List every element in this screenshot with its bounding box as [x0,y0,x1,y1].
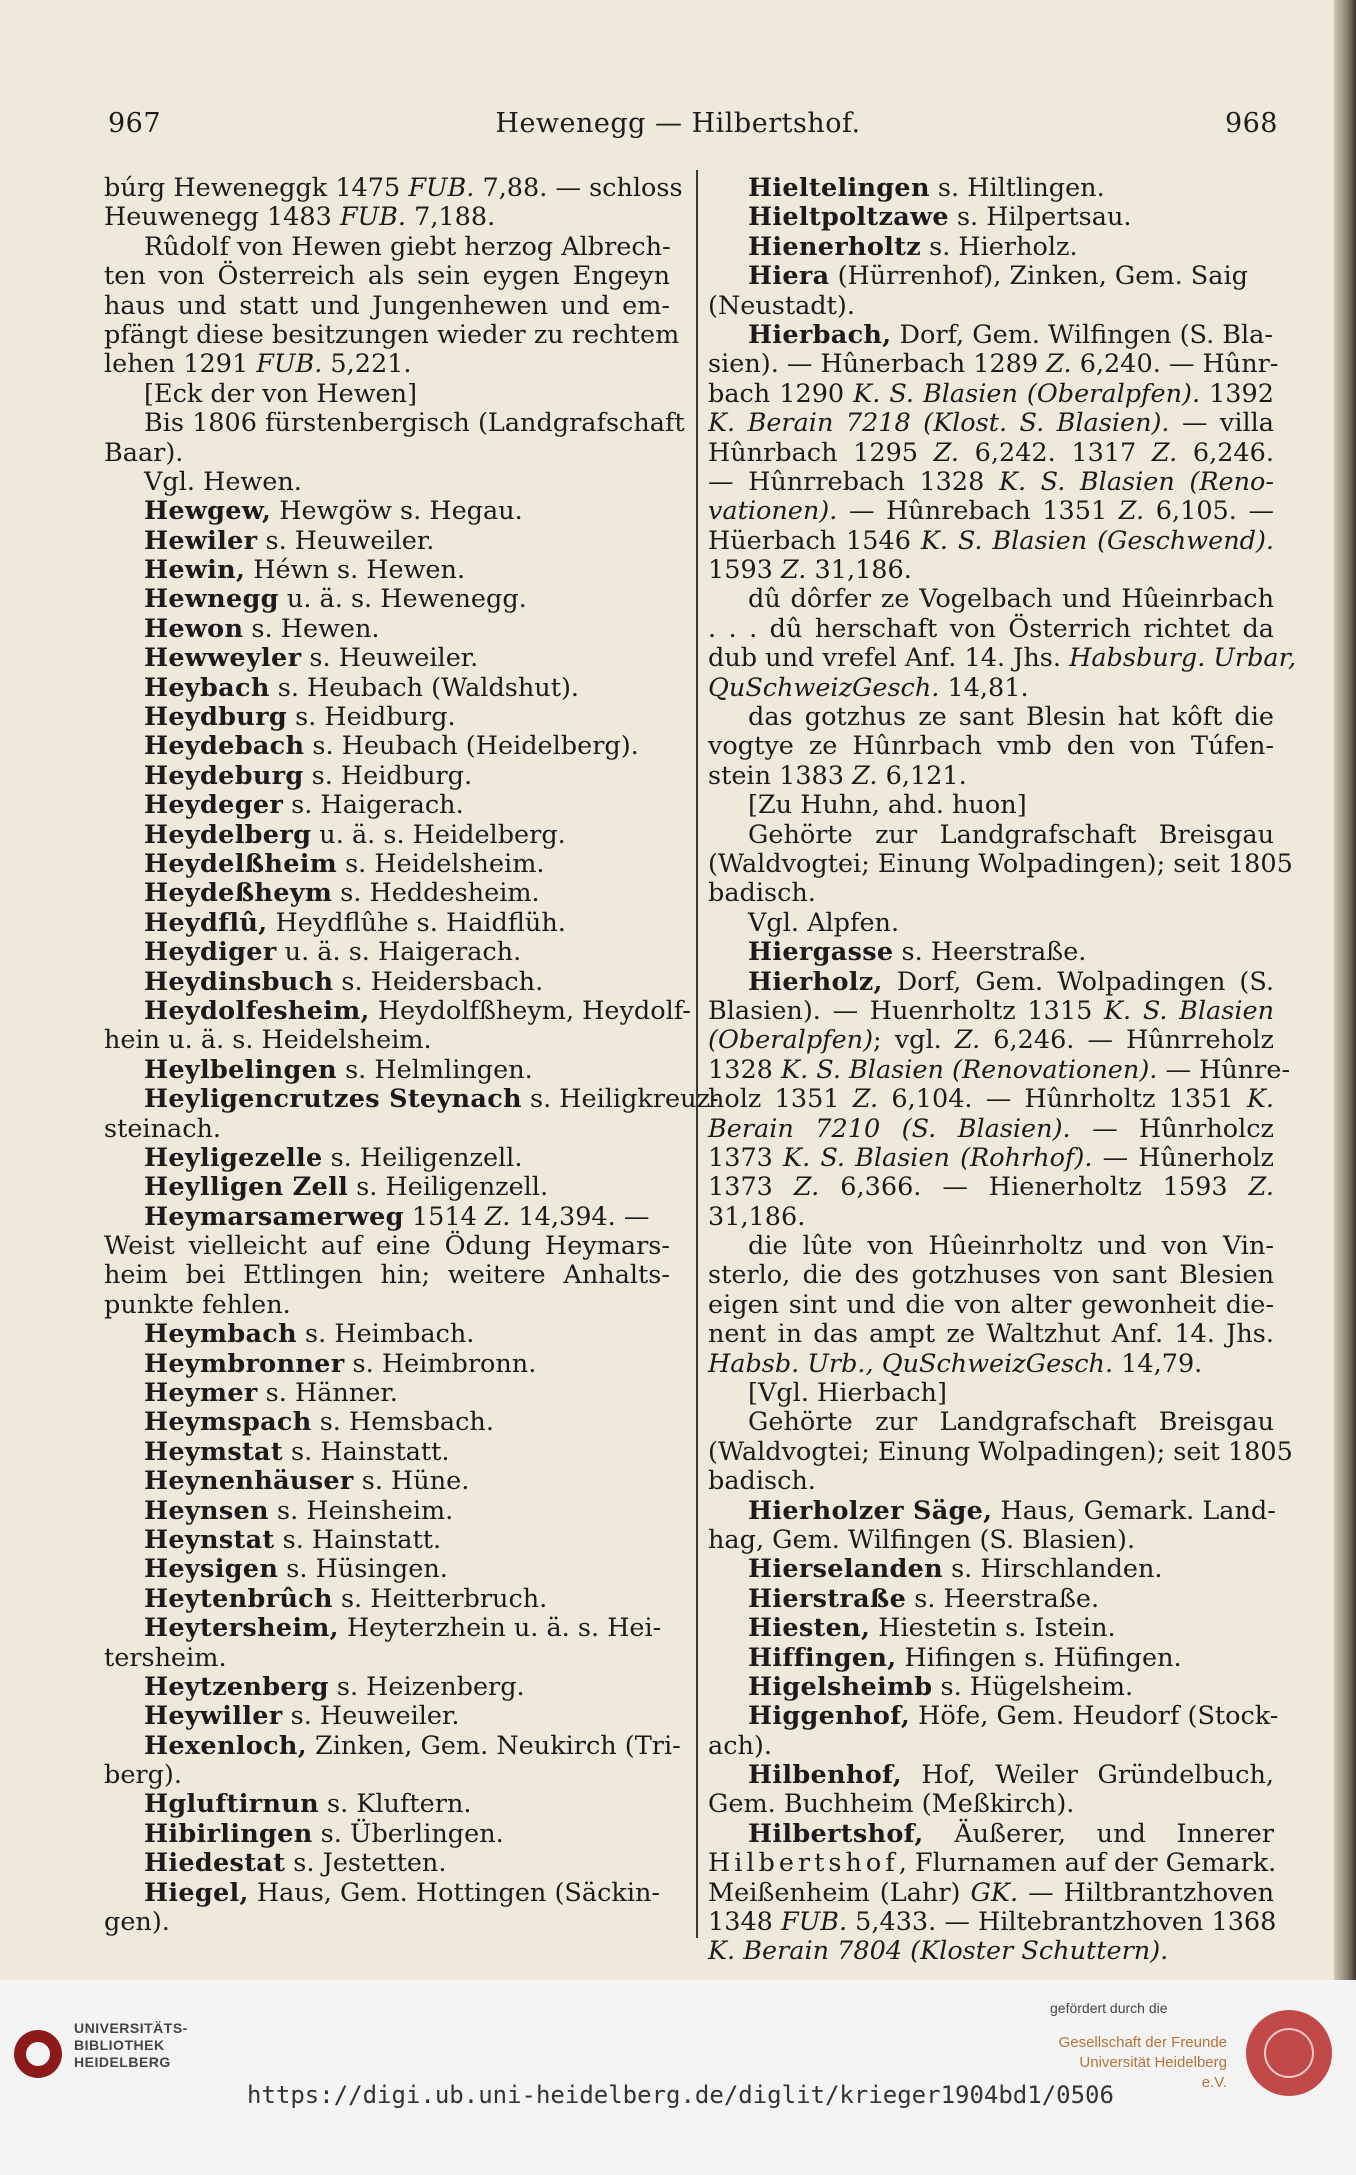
text-line: búrg Heweneggk 1475 FUB. 7,88. — schloss [104,173,683,203]
text-line: stein 1383 Z. 6,121. [708,760,967,791]
list-item: Hewweyler s. Heuweiler. [144,643,479,674]
list-item: Higelsheimb s. Hügelsheim. [748,1671,1134,1702]
text-line: pfängt diese besitzungen wieder zu rechtem [104,319,680,350]
list-item: Heytersheim, Heyterzhein u. ä. s. Hei- [144,1613,662,1644]
text-line: Heuwenegg 1483 FUB. 7,188. [104,202,496,233]
list-item: Hierselanden s. Hirschlanden. [748,1554,1163,1585]
running-title: Hewenegg — Hilbertshof. [495,108,861,139]
list-item: Hieltpoltzawe s. Hilpertsau. [748,202,1132,233]
page-number-left: 967 [108,108,162,139]
permalink-url[interactable]: https://digi.ub.uni-heidelberg.de/diglit/krieger1904bd1/0506 [247,2081,1114,2109]
text-line: 1348 FUB. 5,433. — Hiltebrantzhoven 1368 [708,1907,1277,1938]
text-line: . . . dû herschaft von Österrich richtet da [708,613,1274,644]
text-line: gen). [104,1907,170,1938]
text-line: Rûdolf von Hewen giebt herzog Albrech- [144,231,671,262]
text-line: ach). [708,1730,772,1761]
text-line: Meißenheim (Lahr) GK. — Hiltbrantzhoven [708,1877,1274,1908]
text-line: dû dôrfer ze Vogelbach und Hûeinrbach [748,584,1274,615]
list-item: Heydolfesheim, Heydolfßheym, Heydolf- [144,995,691,1026]
university-library-seal-icon [14,2030,62,2078]
text-line: (Waldvogtei; Einung Wolpadingen); seit 1805 [708,1436,1293,1467]
text-line: [Eck der von Hewen] [144,378,418,409]
funding-society-name: Gesellschaft der Freunde Universität Heidelberg e.V. [1058,2034,1227,2091]
text-line: Hüerbach 1546 K. S. Blasien (Geschwend). [708,525,1275,556]
text-line: [Vgl. Hierbach] [748,1378,947,1409]
funding-note: gefördert durch die [1050,2000,1168,2016]
text-line: [Zu Huhn, ahd. huon] [748,790,1027,821]
text-line: Blasien). — Huenrholtz 1315 K. S. Blasien [708,995,1275,1026]
list-item: Heydebach s. Heubach (Heidelberg). [144,731,639,762]
list-item: Hiera (Hürrenhof), Zinken, Gem. Saig [748,261,1248,292]
list-item: Heydelberg u. ä. s. Heidelberg. [144,819,566,850]
list-item: Hilbertshof, Äußerer, und Innerer [748,1818,1274,1849]
page-number-right: 968 [1224,108,1278,139]
list-item: Heylbelingen s. Helmlingen. [144,1054,533,1085]
text-line: Vgl. Alpfen. [748,907,900,938]
list-item: Hiedestat s. Jestetten. [144,1848,447,1879]
list-item: Heytzenberg s. Heizenberg. [144,1671,525,1702]
list-item: Heydeger s. Haigerach. [144,790,464,821]
text-line: punkte fehlen. [104,1289,291,1320]
text-line: Vgl. Hewen. [144,466,302,497]
text-line: haus und statt und Jungenhewen und em- [104,290,670,321]
text-line: — Hûnrrebach 1328 K. S. Blasien (Reno- [708,466,1274,497]
text-line: (Oberalpfen); vgl. Z. 6,246. — Hûnrreholz [708,1025,1274,1056]
list-item: Heymbronner s. Heimbronn. [144,1348,537,1379]
list-item: Hierholz, Dorf, Gem. Wolpadingen (S. [748,966,1274,997]
text-line: 1373 Z. 6,366. — Hienerholtz 1593 Z. [708,1172,1274,1203]
text-line: 1593 Z. 31,186. [708,555,912,586]
text-line: QuSchweizGesch. 14,81. [708,672,1029,703]
text-line: eigen sint und die von alter gewonheit die- [708,1289,1274,1320]
text-line: tersheim. [104,1642,227,1673]
list-item: Hewon s. Hewen. [144,613,380,644]
text-line: ten von Österreich als sein eygen Engeyn [104,261,670,292]
text-line: vogtye ze Hûnrbach vmb den von Túfen- [708,731,1274,762]
list-item: Hienerholtz s. Hierholz. [748,231,1078,262]
text-line: Hûnrbach 1295 Z. 6,242. 1317 Z. 6,246. [708,437,1274,468]
list-item: Hieltelingen s. Hiltlingen. [748,173,1105,203]
text-line: K. Berain 7218 (Klost. S. Blasien). — villa [708,408,1274,439]
list-item: Heyligencrutzes Steynach s. Heiligkreuz- [144,1084,719,1115]
list-item: Hiesten, Hiestetin s. Istein. [748,1613,1116,1644]
list-item: Heydflû, Heydflûhe s. Haidflüh. [144,907,566,938]
list-item: Heywiller s. Heuweiler. [144,1701,460,1732]
text-line: steinach. [104,1113,222,1144]
column-rule [696,170,698,1938]
text-line: das gotzhus ze sant Blesin hat kôft die [748,702,1274,733]
text-line: berg). [104,1760,182,1791]
text-line: sterlo, die des gotzhuses von sant Blesien [708,1260,1274,1291]
list-item: Heynenhäuser s. Hüne. [144,1466,470,1497]
list-item: Hiergasse s. Heerstraße. [748,937,1087,968]
text-line: badisch. [708,878,816,909]
list-item: Heymer s. Hänner. [144,1378,398,1409]
text-line: sien). — Hûnerbach 1289 Z. 6,240. — Hûnr- [708,349,1279,380]
list-item: Heybach s. Heubach (Waldshut). [144,672,580,703]
text-line: Baar). [104,437,184,468]
text-line: Gehörte zur Landgrafschaft Breisgau [748,819,1274,850]
list-item: Heymspach s. Hemsbach. [144,1407,494,1438]
text-line: K. Berain 7804 (Kloster Schuttern). [708,1936,1169,1967]
list-item: Hiffingen, Hifingen s. Hüfingen. [748,1642,1182,1673]
list-item: Heynstat s. Hainstatt. [144,1524,442,1555]
list-item: Heytenbrûch s. Heitterbruch. [144,1583,548,1614]
list-item: Heyligezelle s. Heiligenzell. [144,1142,523,1173]
list-item: Hewnegg u. ä. s. Hewenegg. [144,584,527,615]
text-line: hag, Gem. Wilfingen (S. Blasien). [708,1524,1136,1555]
text-line: Weist vielleicht auf eine Ödung Heymars- [104,1231,670,1262]
text-line: (Waldvogtei; Einung Wolpadingen); seit 1805 [708,848,1293,879]
list-item: Hiegel, Haus, Gem. Hottingen (Säckin- [144,1877,661,1908]
text-line: (Neustadt). [708,290,855,321]
society-seal-icon [1246,2010,1332,2096]
text-line: hein u. ä. s. Heidelsheim. [104,1025,432,1056]
list-item: Heylligen Zell s. Heiligenzell. [144,1172,549,1203]
text-line: 1373 K. S. Blasien (Rohrhof). — Hûnerholz [708,1142,1274,1173]
list-item: Higgenhof, Höfe, Gem. Heudorf (Stock- [748,1701,1279,1732]
text-line: dub und vrefel Anf. 14. Jhs. Habsburg. Urbar, [708,643,1297,674]
list-item: Heydelßheim s. Heidelsheim. [144,848,545,879]
text-line: 1328 K. S. Blasien (Renovationen). — Hûnre- [708,1054,1291,1085]
book-spine-shadow [1334,0,1356,1980]
list-item: Hibirlingen s. Überlingen. [144,1818,504,1849]
list-item: Hexenloch, Zinken, Gem. Neukirch (Tri- [144,1730,681,1761]
list-item: Hewin, Héwn s. Hewen. [144,555,466,586]
text-line: nent in das ampt ze Waltzhut Anf. 14. Jhs. [708,1319,1274,1350]
university-library-name: UNIVERSITÄTS- BIBLIOTHEK HEIDELBERG [74,2020,188,2070]
list-item: Heynsen s. Heinsheim. [144,1495,454,1526]
list-item: Heysigen s. Hüsingen. [144,1554,448,1585]
list-item: Hilbenhof, Hof, Weiler Gründelbuch, [748,1760,1274,1791]
text-line: bach 1290 K. S. Blasien (Oberalpfen). 1392 [708,378,1274,409]
list-item: Hierstraße s. Heerstraße. [748,1583,1100,1614]
list-item: Hewgew, Hewgöw s. Hegau. [144,496,523,527]
text-line: heim bei Ettlingen hin; weitere Anhalts- [104,1260,670,1291]
list-item: Heydiger u. ä. s. Haigerach. [144,937,522,968]
text-line: Habsb. Urb., QuSchweizGesch. 14,79. [708,1348,1203,1379]
text-line: Gem. Buchheim (Meßkirch). [708,1789,1075,1820]
list-item: Hierholzer Säge, Haus, Gemark. Land- [748,1495,1276,1526]
list-item: Heymarsamerweg 1514 Z. 14,394. — [144,1201,650,1232]
right-column [708,173,1297,1967]
text-line: 31,186. [708,1201,806,1232]
list-item: Hewiler s. Heuweiler. [144,525,435,556]
text-line: die lûte von Hûeinrholtz und von Vin- [748,1231,1274,1262]
list-item: Heydeßheym s. Heddesheim. [144,878,540,909]
list-item: Heymbach s. Heimbach. [144,1319,475,1350]
list-item: Heydburg s. Heidburg. [144,702,456,733]
list-item: Hierbach, Dorf, Gem. Wilfingen (S. Bla- [748,319,1274,350]
text-line: Hilbertshof, Flurnamen auf der Gemark. [708,1848,1277,1879]
list-item: Heymstat s. Hainstatt. [144,1436,450,1467]
list-item: Heydeburg s. Heidburg. [144,760,473,791]
text-line: vationen). — Hûnrebach 1351 Z. 6,105. — [708,496,1274,527]
text-line: Berain 7210 (S. Blasien). — Hûnrholcz [708,1113,1274,1144]
list-item: Hgluftirnun s. Kluftern. [144,1789,472,1820]
left-column [104,173,719,1938]
text-line: badisch. [708,1466,816,1497]
list-item: Heydinsbuch s. Heidersbach. [144,966,544,997]
text-line: Bis 1806 fürstenbergisch (Landgrafschaft [144,408,685,439]
text-line: Gehörte zur Landgrafschaft Breisgau [748,1407,1274,1438]
text-line: lehen 1291 FUB. 5,221. [104,349,412,380]
text-line: holz 1351 Z. 6,104. — Hûnrholtz 1351 K. [708,1084,1274,1115]
